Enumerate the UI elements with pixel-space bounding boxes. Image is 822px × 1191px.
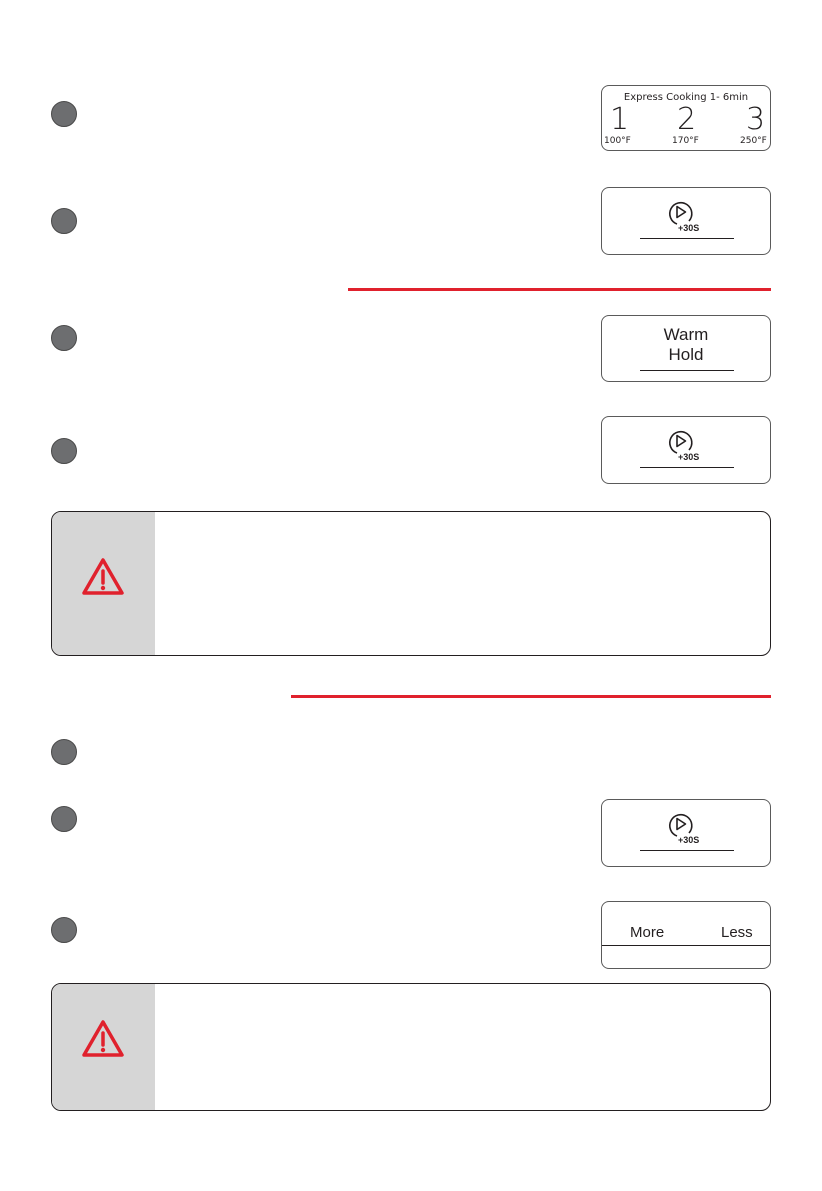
start-plus-30s-panel-3[interactable]	[601, 799, 771, 867]
more-button[interactable]: More	[630, 924, 665, 941]
plus-30s-label: +30S	[678, 452, 700, 462]
step-bullet-5	[51, 739, 77, 765]
start-plus-30s-button[interactable]	[602, 811, 770, 847]
warm-hold-panel[interactable]	[601, 315, 771, 382]
start-plus-30s-button[interactable]	[602, 199, 770, 235]
start-plus-30s-button[interactable]	[602, 428, 770, 464]
warm-hold-line2: Hold	[668, 345, 704, 364]
plus-30s-label: +30S	[678, 223, 700, 233]
step-bullet-2	[51, 208, 77, 234]
section-divider-1	[348, 288, 771, 291]
start-plus-30s-panel-2[interactable]	[601, 416, 771, 484]
button-underline	[640, 467, 734, 468]
button-underline	[640, 370, 734, 371]
step-bullet-1	[51, 101, 77, 127]
step-bullet-6	[51, 806, 77, 832]
express-level-2[interactable]: 2	[677, 102, 697, 137]
start-plus-30s-panel-1[interactable]	[601, 187, 771, 255]
warning-triangle-icon	[81, 1019, 125, 1059]
play-plus-30s-icon	[667, 199, 707, 233]
play-plus-30s-icon	[667, 811, 707, 845]
warning-box-1	[51, 511, 771, 656]
button-underline	[640, 238, 734, 239]
express-level-3[interactable]: 3	[746, 102, 766, 137]
warning-side-panel	[52, 512, 155, 655]
more-less-underline	[602, 945, 770, 946]
warning-triangle-icon	[81, 557, 125, 597]
express-level-1[interactable]: 1	[610, 102, 630, 137]
express-cooking-title: Express Cooking 1- 6min	[623, 92, 749, 103]
express-temp-1: 100°F	[604, 136, 631, 146]
warning-box-2	[51, 983, 771, 1111]
warning-side-panel	[52, 984, 155, 1110]
play-plus-30s-icon	[667, 428, 707, 462]
more-less-panel	[601, 901, 771, 969]
step-bullet-4	[51, 438, 77, 464]
button-underline	[640, 850, 734, 851]
express-temp-2: 170°F	[672, 136, 699, 146]
section-divider-2	[291, 695, 771, 698]
plus-30s-label: +30S	[678, 835, 700, 845]
express-cooking-panel[interactable]	[601, 85, 771, 151]
less-button[interactable]: Less	[721, 924, 753, 941]
warm-hold-label	[602, 325, 770, 365]
step-bullet-3	[51, 325, 77, 351]
express-temp-3: 250°F	[740, 136, 767, 146]
warm-hold-line1: Warm	[663, 325, 709, 344]
step-bullet-7	[51, 917, 77, 943]
